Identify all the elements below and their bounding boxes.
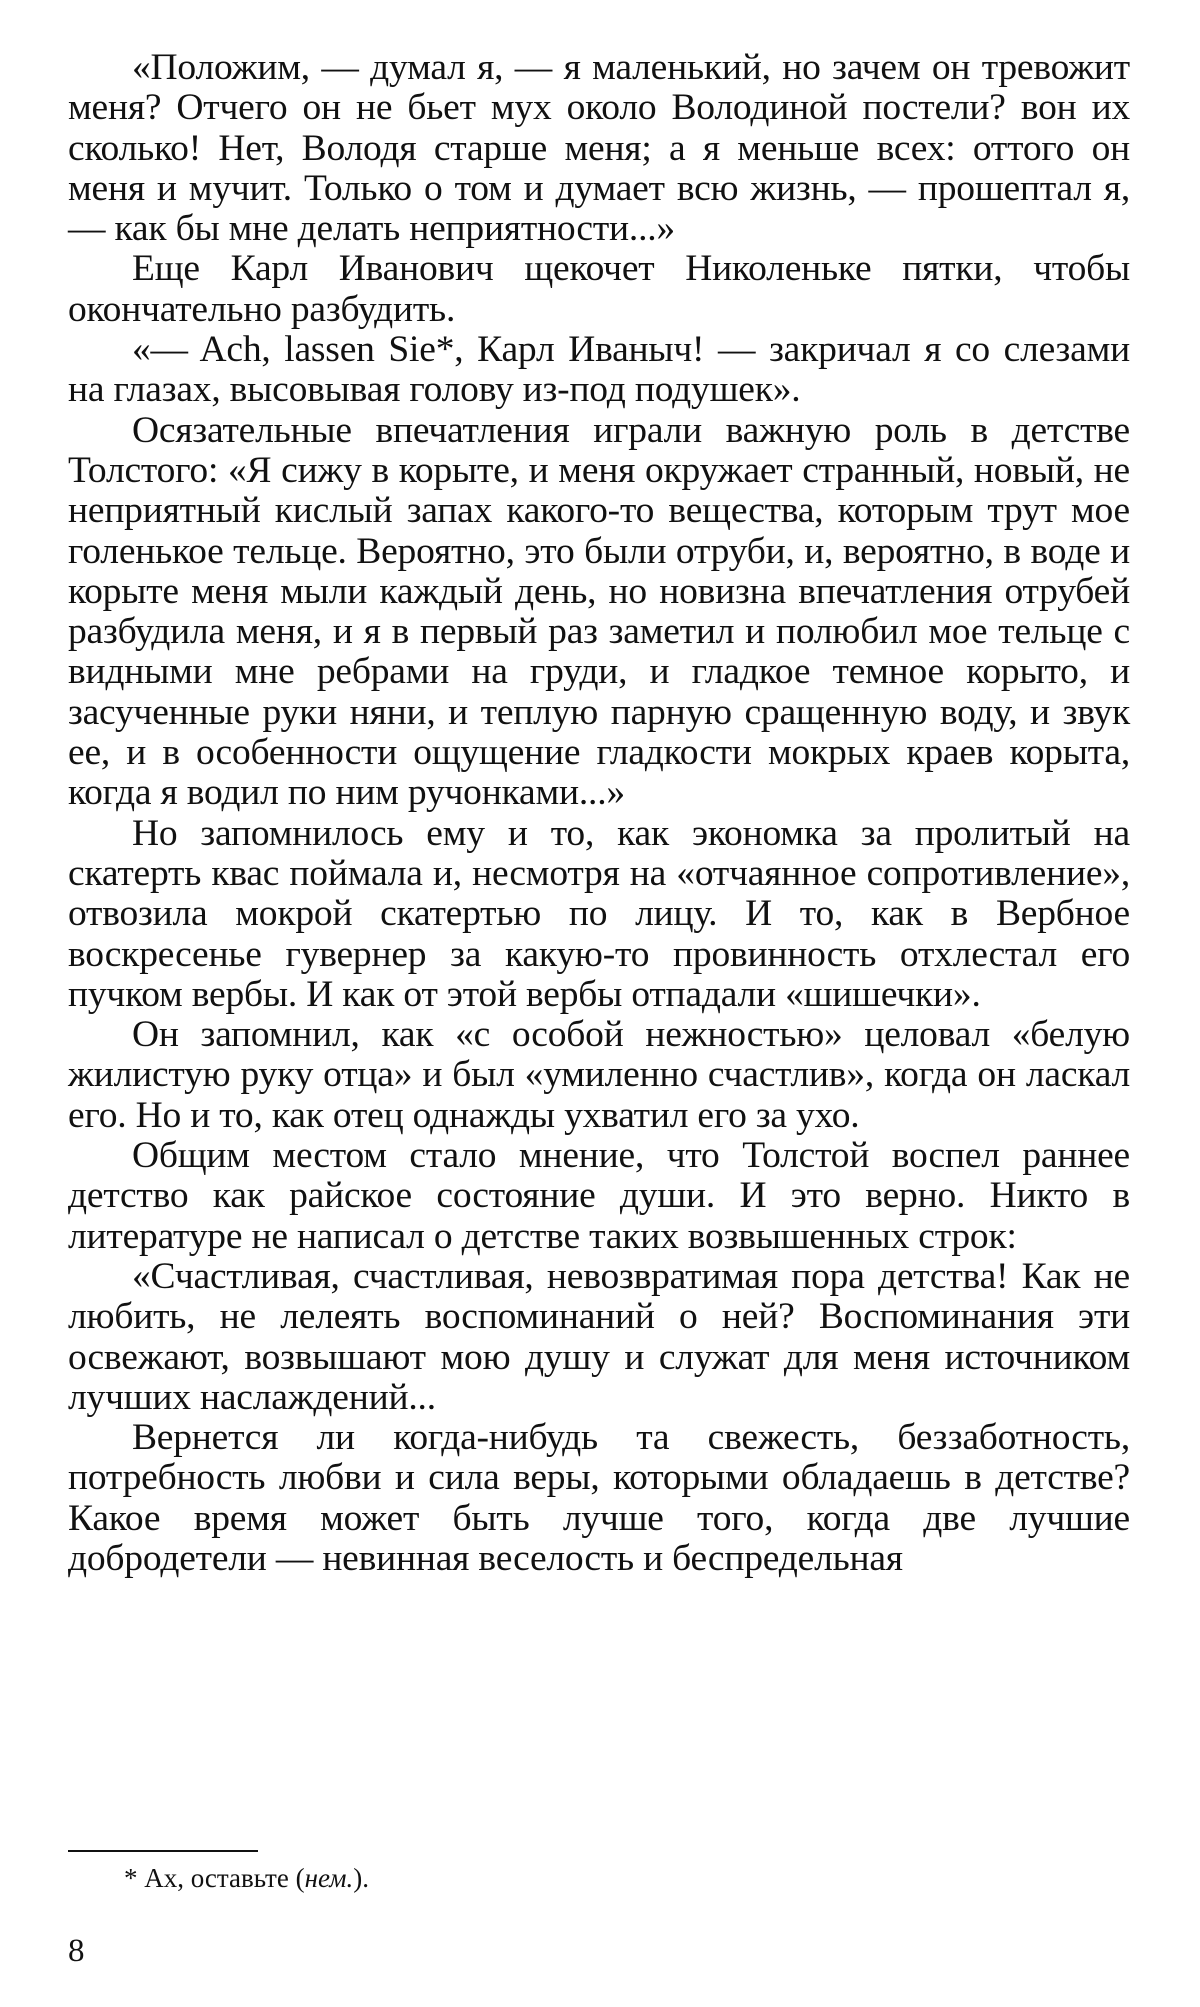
footnote-divider [68,1850,258,1852]
paragraph-8: «Счастливая, счастливая, невозвратимая пора детства! Как не любить, не лелеять воспоминаний о ней? Воспоминания эти освежают, возвышают мою душу и служат для меня источником лучших наслаждений... [68,1255,1130,1418]
page-number: 8 [68,1933,85,1969]
paragraph-2: Еще Карл Иванович щекочет Николеньке пятки, чтобы окончательно разбудить. [68,248,1130,330]
paragraph-4: Осязательные впечатления играли важную роль в детстве Толстого: «Я сижу в корыте, и меня окружает странный, новый, не неприятный кислый запах какого-то вещества, которым трут мое голенькое тельце. Вероятно, это были отруби, и, вероятно, в воде и корыте меня мыли каждый день, но новизна впечатления отрубей разбудила меня, и я в первый раз заметил и полюбил мое тельце с видными мне ребрами на груди, и гладкое темное корыто, и засученные руки няни, и теплую парную сращенную воду, и звук ее, и в особенности ощущение гладкости мокрых краев корыта, когда я водил по ним ручонками...» [68,409,1130,814]
paragraph-3: «— Ach, lassen Sie*, Карл Иваныч! — закричал я со слезами на глазах, высовывая голову из-под подушек». [68,329,1130,411]
footnote-language: нем. [304,1863,354,1893]
footnote-text-before: Ах, оставьте ( [137,1863,305,1893]
paragraph-6: Он запомнил, как «с особой нежностью» целовал «белую жилистую руку отца» и был «умиленно счастлив», когда он ласкал его. Но и то, как отец однажды ухватил его за ухо. [68,1014,1130,1136]
page-body [68,48,1130,1579]
paragraph-5: Но запомнилось ему и то, как экономка за пролитый на скатерть квас поймала и, несмотря на «отчаянное сопротивление», отвозила мокрой скатертью по лицу. И то, как в Вербное воскресенье гувернер за какую-то провинность отхлестал его пучком вербы. И как от этой вербы отпадали «шишечки». [68,812,1130,1015]
footnote-marker: * [124,1863,138,1893]
paragraph-1: «Положим, — думал я, — я маленький, но зачем он тревожит меня? Отчего он не бьет мух около Володиной постели? вон их сколько! Нет, Володя старше меня; а я меньше всех: оттого он меня и мучит. Только о том и думает всю жизнь, — прошептал я, — как бы мне делать неприятности...» [68,47,1130,250]
paragraph-7: Общим местом стало мнение, что Толстой воспел раннее детство как райское состояние души. И это верно. Никто в литературе не написал о детстве таких возвышенных строк: [68,1135,1130,1257]
footnote [124,1862,369,1894]
footnote-text-after: ). [353,1863,370,1893]
paragraph-9: Вернется ли когда-нибудь та свежесть, беззаботность, потребность любви и сила веры, которыми обладаешь в детстве? Какое время может быть лучше того, когда две лучшие добродетели — невинная веселость и беспредельная [68,1417,1130,1579]
